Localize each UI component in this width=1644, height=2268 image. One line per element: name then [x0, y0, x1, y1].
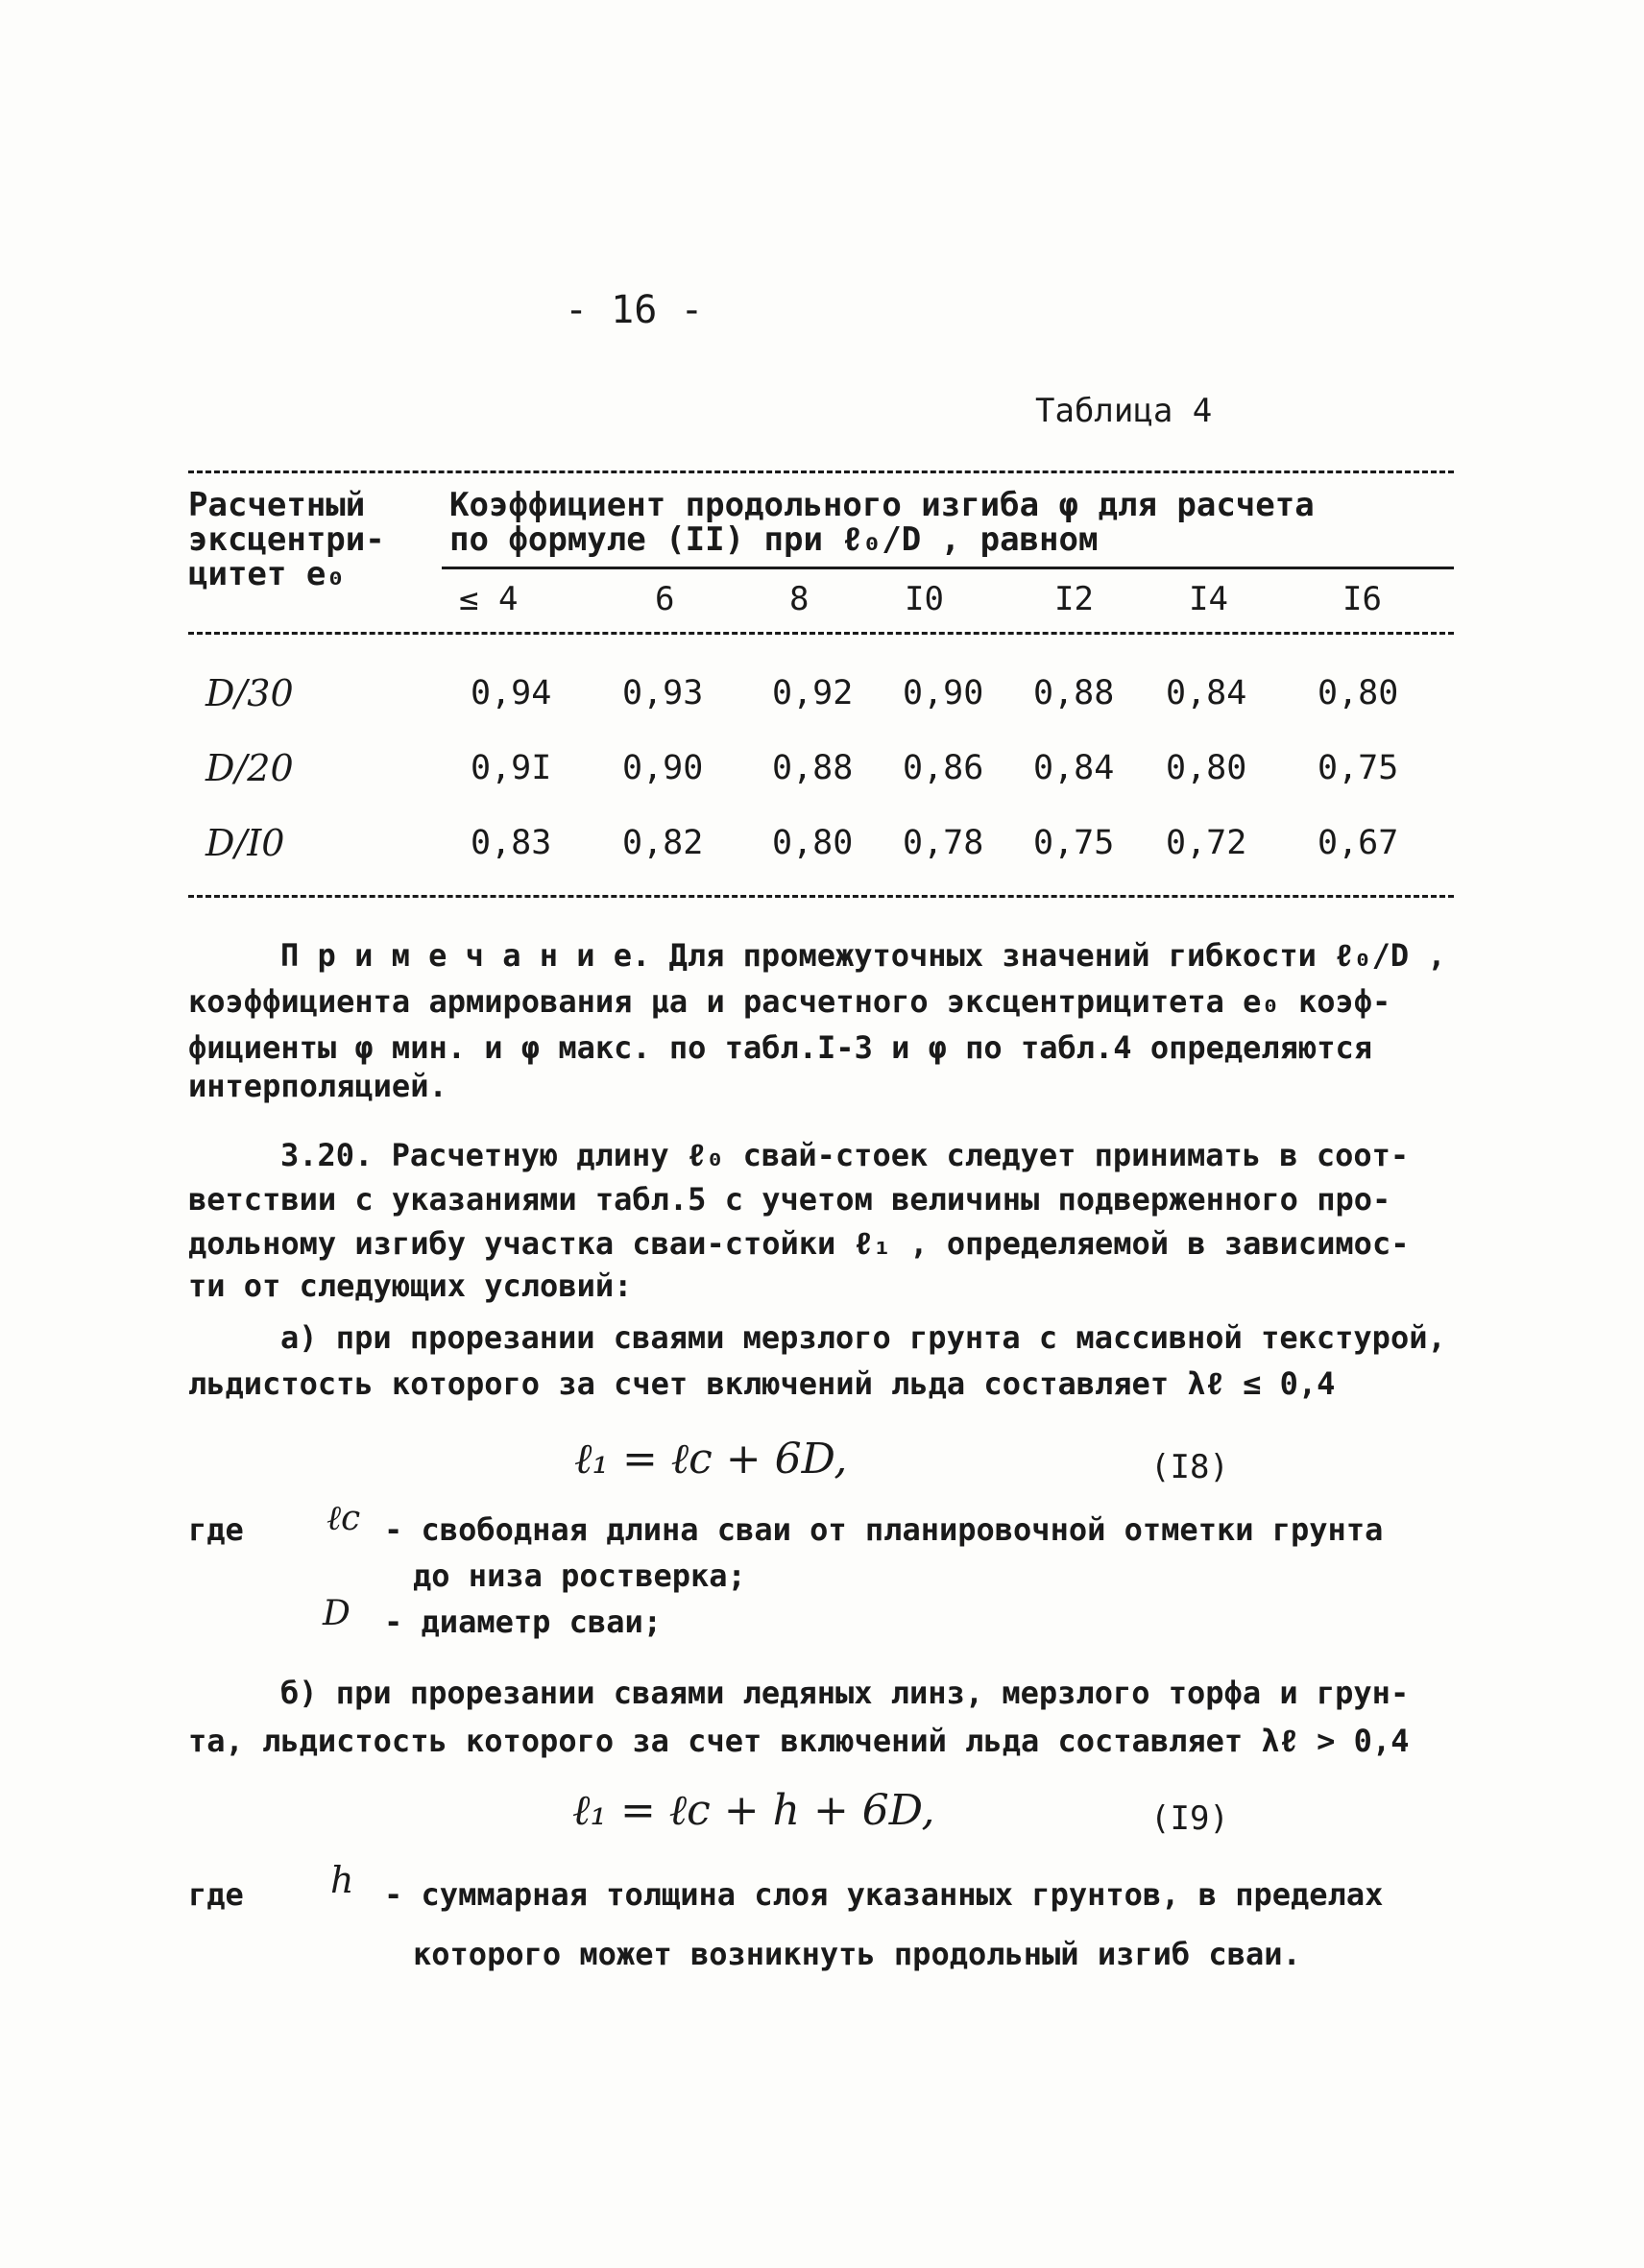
table-cell: 0,84	[1166, 674, 1247, 712]
table-col-header: I4	[1189, 580, 1228, 618]
note-line: интерполяцией.	[188, 1068, 447, 1104]
table-cell: 0,84	[1033, 749, 1115, 787]
table-cell: 0,82	[622, 824, 704, 862]
table-cell: 0,93	[622, 674, 704, 712]
definition-line: - суммарная толщина слоя указанных грунтов, в пределах	[384, 1876, 1384, 1913]
table-cell: 0,88	[1033, 674, 1115, 712]
formula-19: ℓ₁ = ℓc + h + 6D,	[572, 1786, 935, 1835]
table-cell: 0,67	[1318, 824, 1399, 862]
table-cell: 0,94	[471, 674, 552, 712]
table-caption: Таблица 4	[1035, 392, 1213, 430]
table-bottom-rule	[188, 895, 1454, 898]
paragraph-line: 3.20. Расчетную длину ℓ₀ свай-стоек следует принимать в соот-	[280, 1137, 1410, 1173]
table-cell: 0,83	[471, 824, 552, 862]
page-number: - 16 -	[565, 288, 704, 332]
condition-a-line: а) при прорезании сваями мерзлого грунта с массивной текстурой,	[280, 1319, 1446, 1356]
table-col-header: ≤ 4	[459, 580, 519, 618]
note-line: коэффициента армирования μa и расчетного эксцентрицитета e₀ коэф-	[188, 983, 1391, 1020]
formula-18: ℓ₁ = ℓc + 6D,	[574, 1435, 848, 1484]
paragraph-line: ветствии с указаниями табл.5 с учетом величины подверженного про-	[188, 1181, 1391, 1218]
note-line: П р и м е ч а н и е. Для промежуточных значений гибкости ℓ₀/D ,	[280, 937, 1446, 974]
table-cell: 0,75	[1318, 749, 1399, 787]
note-line: фициенты φ мин. и φ макс. по табл.I-3 и φ по табл.4 определяются	[188, 1029, 1372, 1066]
table-cell: 0,9I	[471, 749, 552, 787]
symbol-d: D	[323, 1594, 351, 1633]
table-row-label: D/I0	[206, 822, 285, 864]
table-col-header: I6	[1342, 580, 1382, 618]
table-col-header: I0	[905, 580, 944, 618]
table-col-header: I2	[1054, 580, 1094, 618]
table-head-left: Расчетный эксцентри- цитет e₀	[188, 486, 385, 593]
symbol-lc: ℓc	[326, 1499, 361, 1538]
table-head-bottom-rule	[188, 632, 1454, 635]
paragraph-line: дольному изгибу участка сваи-стойки ℓ₁ , определяемой в зависимос-	[188, 1225, 1410, 1262]
table-row-label: D/20	[206, 747, 294, 789]
formula-19-number: (I9)	[1150, 1799, 1229, 1838]
table-head-main: Коэффициент продольного изгиба φ для расчета по формуле (II) при ℓ₀/D , равном	[449, 486, 1315, 559]
table-cell: 0,90	[903, 674, 984, 712]
definition-line: - диаметр сваи;	[384, 1604, 662, 1640]
table-cell: 0,92	[772, 674, 854, 712]
table-cell: 0,80	[1166, 749, 1247, 787]
condition-a-line: льдистость которого за счет включений льда составляет λℓ ≤ 0,4	[188, 1365, 1336, 1402]
where-label: где	[188, 1511, 244, 1548]
table-cell: 0,88	[772, 749, 854, 787]
definition-line: до низа ростверка;	[413, 1557, 746, 1594]
table-cell: 0,80	[1318, 674, 1399, 712]
table-col-header: 6	[655, 580, 675, 618]
table-cell: 0,90	[622, 749, 704, 787]
formula-18-number: (I8)	[1150, 1448, 1229, 1486]
paragraph-line: ти от следующих условий:	[188, 1267, 633, 1304]
table-cell: 0,78	[903, 824, 984, 862]
table-cell: 0,72	[1166, 824, 1247, 862]
table-cell: 0,80	[772, 824, 854, 862]
table-top-rule	[188, 470, 1454, 473]
where-label: где	[188, 1876, 244, 1913]
table-cell: 0,75	[1033, 824, 1115, 862]
table-subhead-rule	[442, 567, 1454, 569]
table-col-header: 8	[789, 580, 810, 618]
symbol-h: h	[330, 1859, 354, 1901]
table-row-label: D/30	[206, 672, 294, 714]
definition-line: которого может возникнуть продольный изгиб сваи.	[413, 1936, 1301, 1972]
condition-b-line: б) при прорезании сваями ледяных линз, мерзлого торфа и грун-	[280, 1675, 1410, 1711]
definition-line: - свободная длина сваи от планировочной отметки грунта	[384, 1511, 1384, 1548]
condition-b-line: та, льдистость которого за счет включений льда составляет λℓ > 0,4	[188, 1723, 1410, 1759]
table-cell: 0,86	[903, 749, 984, 787]
